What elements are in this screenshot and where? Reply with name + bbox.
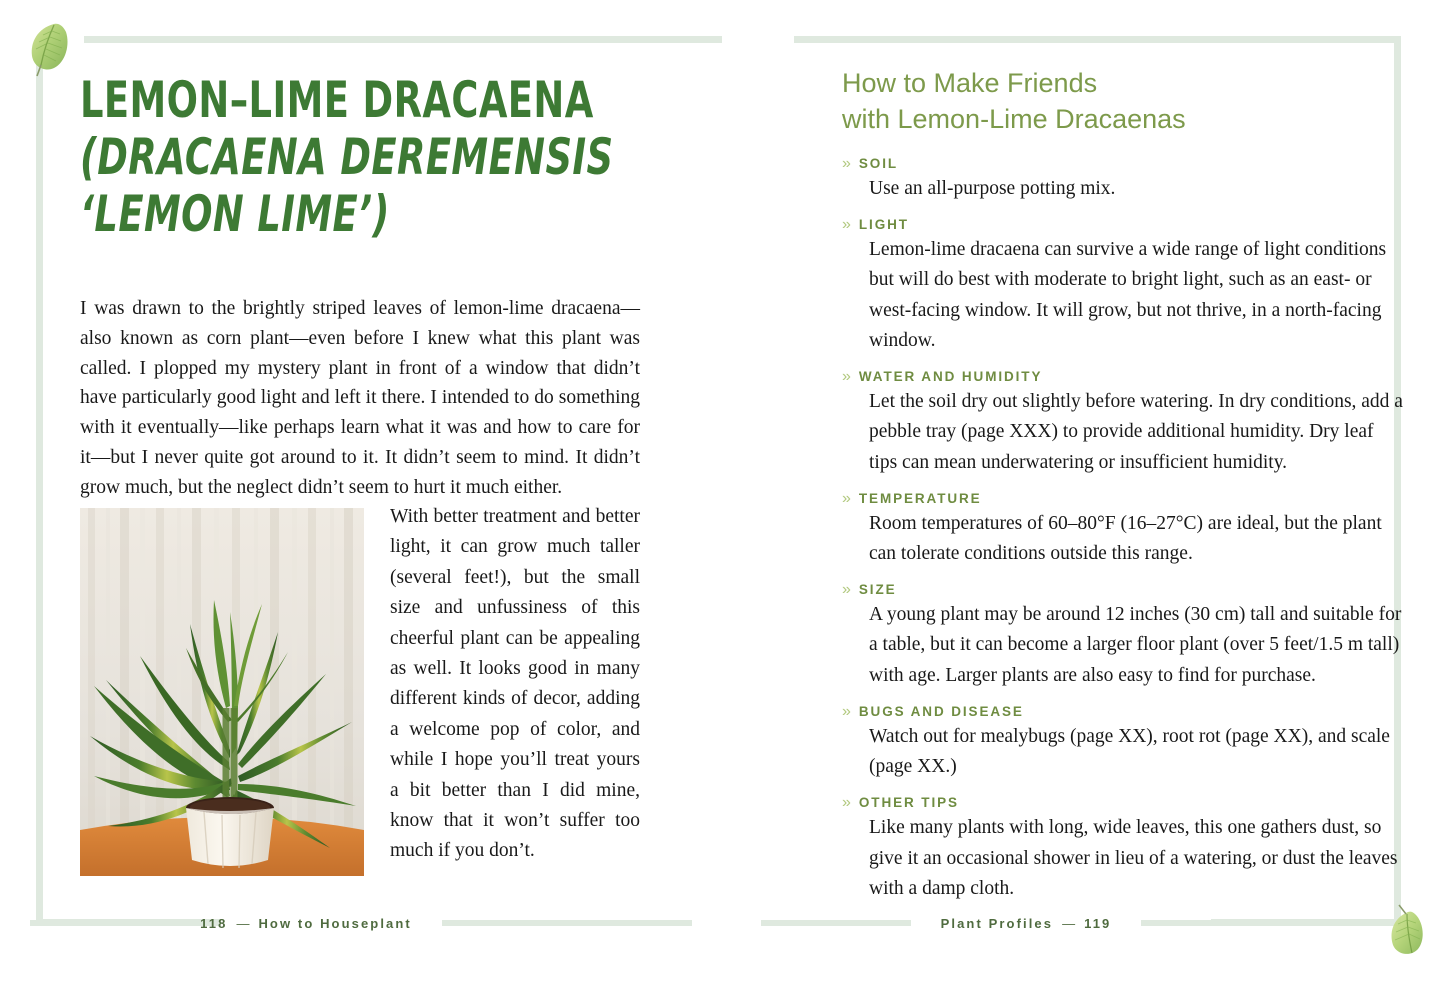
care-section-text: Lemon-lime dracaena can survive a wide range of light conditions but will do best with moderate to bright light, such as an east- or west-facing window. It will grow, but not thrive, in a north-facing window. [869, 239, 1387, 351]
right-page-footer [751, 913, 1401, 933]
chevron-right-icon: » [842, 155, 851, 172]
chevron-right-icon: » [842, 368, 851, 386]
care-section-label [842, 156, 1404, 172]
care-section-label [842, 704, 1404, 720]
care-section-name: LIGHT [858, 217, 909, 233]
footer-page-number: 118 [200, 915, 228, 931]
intro-paragraph: I was drawn to the brightly striped leaves of lemon-lime dracaena—also known as corn plant—even before I knew what this plant was called. I plopped my mystery plant in front of a window that didn’t have particularly good light and left it there. I intended to do something with it eventually—like perhaps learn what it was and how to care for it—but I never quite got around to it. It didn’t seem to mind. It didn’t grow much, but the neglect didn’t seem to hurt it much either. [80, 298, 640, 498]
right-page [722, 0, 1445, 985]
care-section-water-and-humidity [842, 369, 1404, 478]
section-heading-line-2: with Lemon-Lime Dracaenas [842, 103, 1186, 134]
chevron-right-icon: » [842, 581, 851, 599]
page-title [80, 72, 640, 243]
chevron-right-icon: » [842, 489, 851, 507]
care-section-label [842, 217, 1404, 233]
intro-text [80, 294, 640, 503]
care-section-name: TEMPERATURE [858, 490, 982, 506]
right-page-frame-top [794, 36, 1401, 43]
care-sections [842, 156, 1404, 917]
chevron-right-icon: » [842, 702, 851, 720]
care-section-text: Like many plants with long, wide leaves, this one gathers dust, so give it an occasional shower in lieu of a watering, or dust the leaves with a damp cloth. [869, 817, 1398, 899]
left-page [0, 0, 722, 985]
care-section-bugs-and-disease [842, 704, 1404, 782]
care-section-label [842, 491, 1404, 507]
footer-rule-right [1141, 920, 1391, 926]
chevron-right-icon: » [842, 794, 851, 812]
title-line-2: (DRACAENA DEREMENSIS [80, 128, 614, 186]
footer-book-title: How to Houseplant [258, 915, 412, 931]
care-section-text: A young plant may be around 12 inches (30 cm) tall and suitable for a table, but it can become a larger floor plant (over 5 feet/1.5 m tall) with age. Larger plants are also easy to find for purchase. [869, 604, 1402, 686]
care-section-size [842, 582, 1404, 691]
footer-dash: — [1062, 915, 1076, 931]
chevron-right-icon: » [842, 216, 851, 234]
care-section-name: BUGS AND DISEASE [858, 703, 1024, 719]
title-line-1: LEMON–LIME DRACAENA [80, 71, 594, 129]
leaf-ornament-icon [24, 18, 82, 80]
care-section-temperature [842, 491, 1404, 569]
care-section-text: Room temperatures of 60–80°F (16–27°C) are ideal, but the plant can tolerate conditions outside this range. [869, 512, 1382, 564]
care-section-text: Use an all-purpose potting mix. [869, 178, 1116, 199]
left-page-footer [36, 913, 686, 933]
footer-rule-right [442, 920, 692, 926]
plant-photo-image [80, 508, 364, 876]
title-line-3: ‘LEMON LIME’) [80, 185, 390, 243]
care-section-name: OTHER TIPS [858, 795, 959, 811]
leaf-ornament-bottom-icon [1383, 903, 1429, 957]
care-section-label [842, 795, 1404, 811]
side-text [390, 502, 640, 867]
footer-rule-left [30, 920, 170, 926]
footer-section-title: Plant Profiles [940, 915, 1054, 931]
plant-photo [80, 508, 364, 876]
footer-dash: — [236, 915, 250, 931]
care-section-label [842, 582, 1404, 598]
left-page-frame-top [84, 36, 722, 43]
care-section-name: WATER AND HUMIDITY [858, 369, 1043, 385]
care-section-name: SOIL [858, 156, 899, 171]
section-heading-line-1: How to Make Friends [842, 68, 1098, 98]
footer-page-number: 119 [1084, 915, 1112, 931]
care-section-text: Let the soil dry out slightly before watering. In dry conditions, add a pebble tray (page XXX) to provide additional humidity. Dry leaf tips can mean underwatering or insufficient humidity. [869, 391, 1403, 473]
care-section-soil [842, 156, 1404, 204]
care-section-text: Watch out for mealybugs (page XX), root rot (page XX), and scale (page XX.) [869, 725, 1390, 778]
care-section-light [842, 217, 1404, 356]
care-section-label [842, 369, 1404, 385]
left-page-frame-left [36, 64, 43, 926]
care-section-other-tips [842, 795, 1404, 904]
care-section-name: SIZE [858, 582, 897, 598]
side-paragraph: With better treatment and better light, it can grow much taller (several feet!), but the small size and unfussiness of this cheerful plant can be appealing as well. It looks good in many different kinds of decor, adding a welcome pop of color, and while I hope you’ll treat yours a bit better than I did mine, know that it won’t suffer too much if you don’t. [390, 506, 640, 862]
footer-rule-left [761, 920, 911, 926]
section-heading [842, 66, 1402, 138]
